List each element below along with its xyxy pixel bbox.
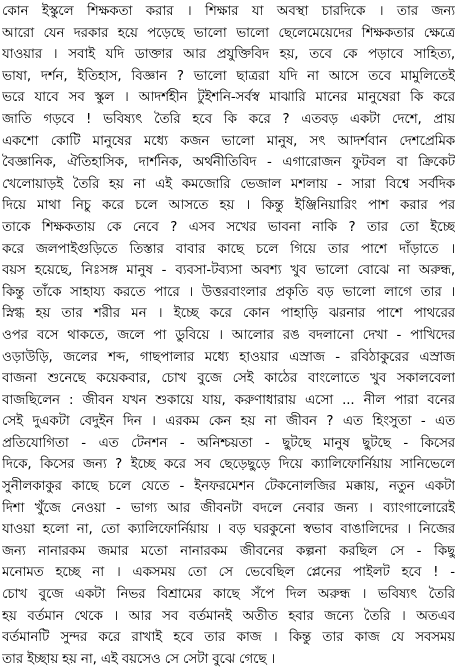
text-line: কিন্তু তাঁকে সাহায্য করতে পারে । উত্তরবাংলার প্রকৃতি বড় ভালো লাগে তার ।: [2, 284, 455, 300]
text-line: বাজনা শুনেছে কয়েকবার, চোখ বুজে সেই কাঠের বাংলোতে খুব সকালবেলা: [2, 371, 455, 387]
text-line: ভরে যাবে সব স্কুল । আদর্শহীন টুইশনি-সর্বস্ব মাঝারি মানের মানুষেরা কি করে: [2, 90, 455, 106]
text-line: বৈজ্ঞানিক, ঐতিহাসিক, দার্শনিক, অর্থনীতিবিদ - এগারোজন ফুটবল বা ক্রিকেট: [2, 155, 455, 171]
text-line: জাতি গড়বে ! ভবিষ্যৎ তৈরি হবে কি করে ? এতবড় একটা দেশে, প্রায়: [2, 111, 455, 127]
text-line: সেই দুএকটা বেদুইন দিন । এরকম কেন হয় না জীবন ? এত হিংসুতা - এত: [2, 414, 455, 430]
text-line: বর্তমানটি সুন্দর করে রাখাই হবে তার কাজ । কিন্তু তার কাজ যে সবসময়: [2, 630, 455, 646]
text-line: ওপর বসে থাকতে, জলে পা ডুবিয়ে । আলোর রঙ বদলানো দেখা - পাখিদের: [2, 327, 455, 343]
text-line: জন্য নানারকম জমার মতো নানারকম জীবনের কল্পনা করছিল সে - কিছু: [2, 543, 455, 559]
text-line: দিকে, কিসের জন্য ? ইচ্ছে করে সব ছেড়েছুড়ে দিয়ে ক্যালিফোর্নিয়ায় সানিভেলে: [2, 457, 455, 473]
text-line-last: তার ইচ্ছায় হয় না, এই বয়সেও সে সেটা বুঝে গেছে ।: [2, 651, 276, 667]
text-line: যাওয়া হলো না, তো ক্যালিফোর্নিয়ায় । বড় ঘরকুনো স্বভাব বাঙালিদের । নিজের: [2, 522, 455, 538]
text-line: ভাষা, দর্শন, ইতিহাস, বিজ্ঞান ? ভালো ছাত্ররা যদি না আসে তবে মামুলিতেই: [2, 68, 455, 84]
text-line: একশো কোটি মানুষের মধ্যে কজন ভালো মানুষ, সৎ আদর্শবান দেশপ্রেমিক: [2, 133, 455, 149]
text-line: কোন ইস্কুলে শিক্ষকতা করার । শিক্ষার যা অবস্থা চারদিকে । তার জন্য: [2, 4, 455, 19]
text-line: দিশা খুঁজে নেওয়া - ভাগ্য আর জীবনটা বদলে নেবার জন্য । ব্যাংগালোরেই: [2, 500, 455, 516]
text-line: যাওয়ার । সবাই যদি ডাক্তার আর প্রযুক্তিবিদ হয়, তবে কে পড়াবে সাহিত্য,: [2, 47, 455, 63]
text-line: আরো যেন দরকার হয়ে পড়েছে ভালো ভালো ছেলেমেয়েদের শিক্ষকতার ক্ষেত্রে: [2, 25, 455, 41]
text-line: হয় বর্তমান থেকে । আর সব বর্তমানই অতীত হবার জন্যে তৈরি । অতএব: [2, 608, 455, 624]
text-line: বয়স হয়েছে, নিঃসঙ্গ মানুষ - ব্যবসা-টব্যসা অবশ্য খুব ভালো বোঝে না অরুন্ধ,: [2, 263, 455, 279]
text-line: স্নিগ্ধ হয় তার শরীর মন । ইচ্ছে করে কোন পাহাড়ি ঝরনার পাশে পাথরের: [2, 306, 455, 322]
text-line: তাকে শিক্ষকতায় কে নেবে ? এসব সখের ভাবনা নাকি ? তার তো ইচ্ছে: [2, 219, 455, 235]
text-line: ওড়াউড়ি, জলের শব্দ, গাছপালার মধ্যে হাওয়ার এস্রাজ - রবিঠাকুরের এস্রাজ: [2, 349, 455, 365]
text-line: প্রতিযোগিতা - এত টেনশন - অনিশ্চয়তা - ছুটছে মানুষ ছুটছে - কিসের: [2, 435, 455, 451]
text-line: চোখ বুজে একটা নিভর বিশ্রামের কাছে সঁপে দিল অরুন্ধ । ভবিষ্যৎ তৈরি: [2, 587, 455, 603]
text-line: দিয়ে মাথা নিচু করে চলে আসতে হয় । কিন্তু ইঞ্জিনিয়ারিং পাশ করার পর: [2, 198, 455, 214]
text-line: সুনীলকাকুর কাছে চলে যেতে - ইনফরমেশন টেকনোলজির মক্কায়, নতুন একটা: [2, 479, 455, 495]
text-line: করে জলপাইগুড়িতে তিস্তার বাবার কাছে চলে গিয়ে তার পাশে দাঁড়াতে ।: [2, 241, 455, 257]
text-line: খেলোয়াড়ই তৈরি হয় না এই কমজোরি ভেজাল মশলায় - সারা বিশ্বে সর্বদিক: [2, 176, 455, 192]
text-line: মনোমত হচ্ছে না । একসময় তো সে ভেবেছিল প্লেনের পাইলট হবে ! -: [2, 565, 455, 581]
text-line: বাজছিলেন : জীবন যখন শুকায়ে যায়, করুণাধারায় এসো ... নীল পারা বনের: [2, 392, 455, 408]
